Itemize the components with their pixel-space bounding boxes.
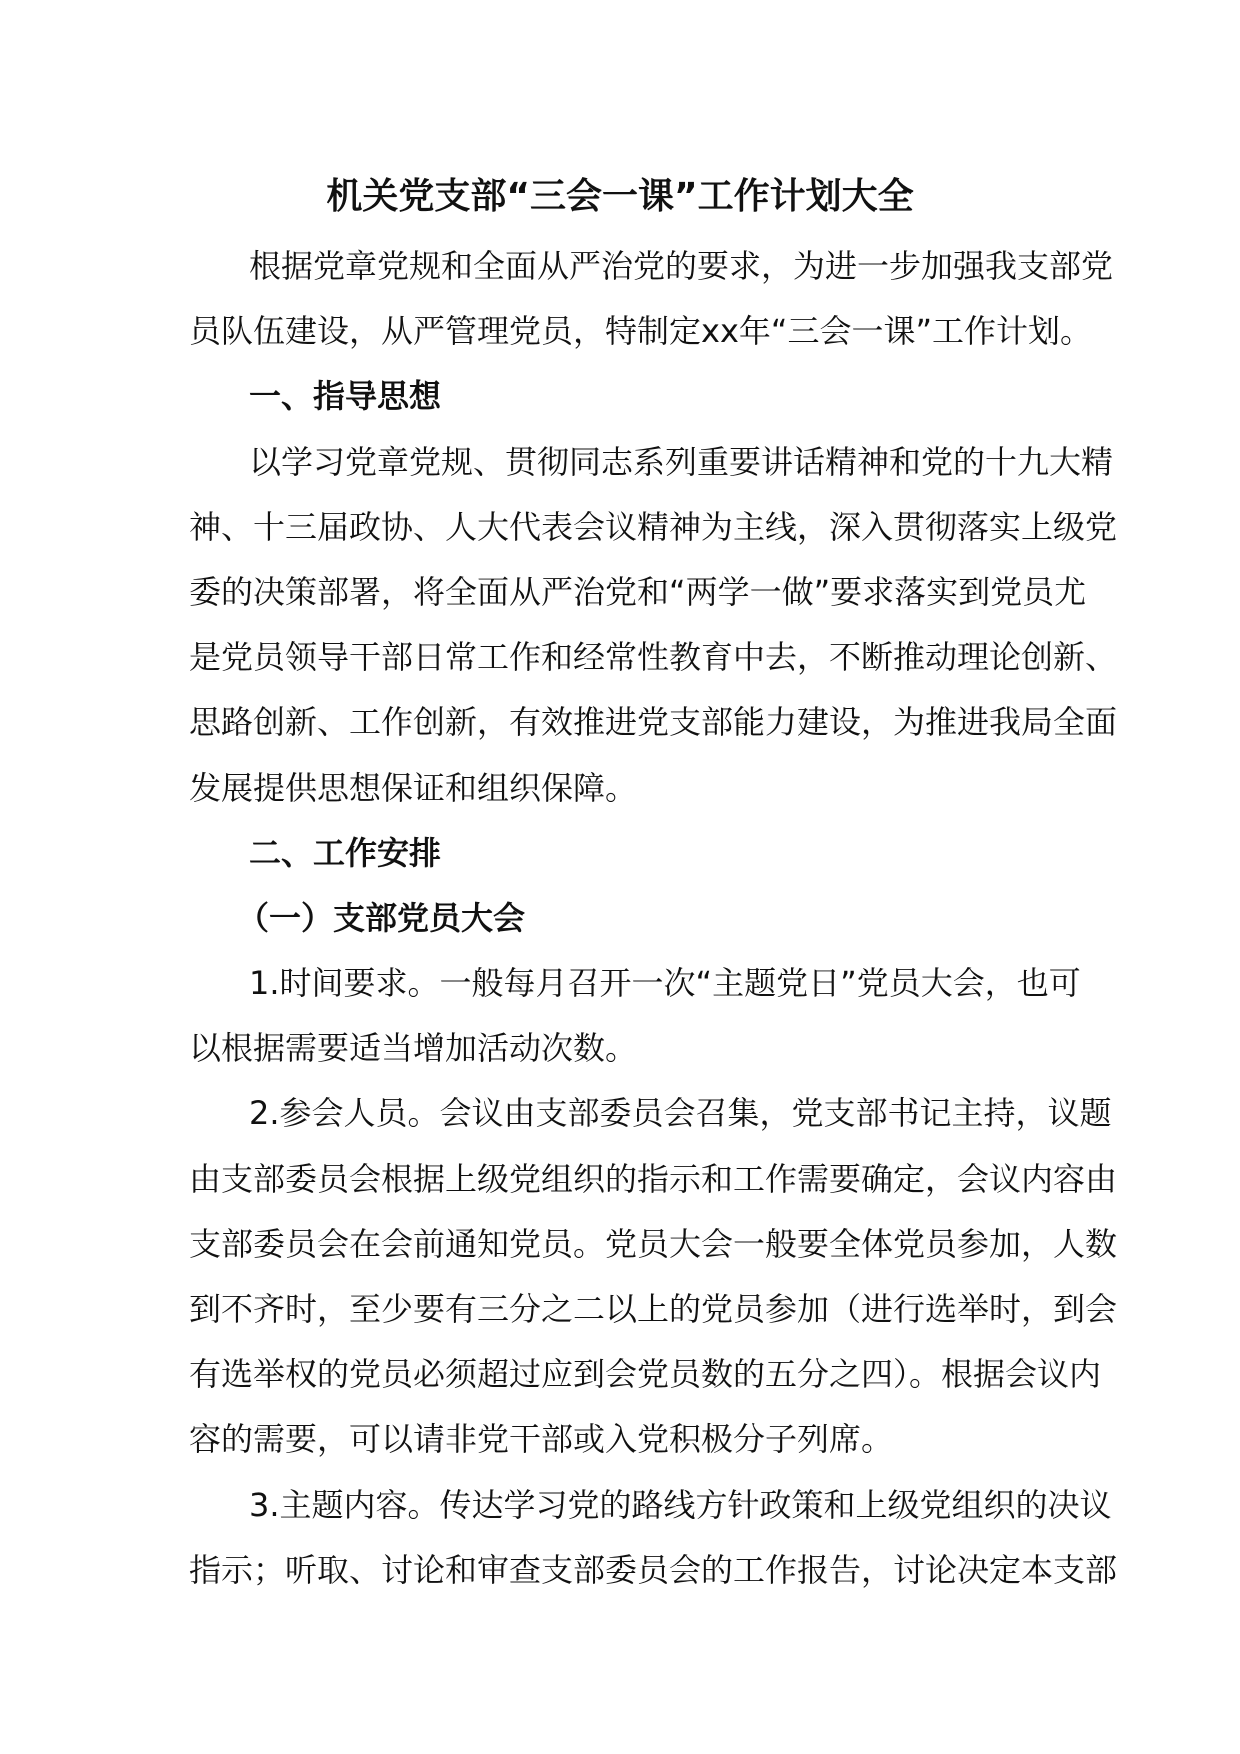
document-body <box>189 240 1118 1609</box>
paragraph-line: 以根据需要适当增加活动次数。 <box>189 1029 638 1068</box>
paragraph-line: 思路创新、工作创新，有效推进党支部能力建设，为推进我局全面 <box>189 703 1118 742</box>
paragraph-line: 是党员领导干部日常工作和经常性教育中去，不断推动理论创新、 <box>189 638 1118 677</box>
section-heading: （一）支部党员大会 <box>237 898 526 937</box>
document-title: 机关党支部“三会一课”工作计划大全 <box>326 176 914 217</box>
paragraph-line: 支部委员会在会前通知党员。党员大会一般要全体党员参加，人数 <box>189 1224 1118 1263</box>
paragraph-line: 1.时间要求。一般每月召开一次“主题党日”党员大会，也可 <box>249 964 1081 1003</box>
paragraph-line: 员队伍建设，从严管理党员，特制定xx年“三会一课”工作计划。 <box>189 312 1093 351</box>
paragraph-line: 指示；听取、讨论和审查支部委员会的工作报告，讨论决定本支部 <box>189 1550 1118 1589</box>
paragraph-line: 有选举权的党员必须超过应到会党员数的五分之四）。根据会议内 <box>189 1355 1102 1394</box>
paragraph-line: 2.参会人员。会议由支部委员会召集，党支部书记主持，议题 <box>249 1094 1112 1133</box>
paragraph-line: 3.主题内容。传达学习党的路线方针政策和上级党组织的决议 <box>249 1485 1112 1524</box>
section-heading: 一、指导思想 <box>249 377 442 416</box>
paragraph-line: 根据党章党规和全面从严治党的要求，为进一步加强我支部党 <box>249 247 1114 285</box>
paragraph-line: 委的决策部署，将全面从严治党和“两学一做”要求落实到党员尤 <box>189 572 1087 611</box>
paragraph-line: 容的需要，可以请非党干部或入党积极分子列席。 <box>189 1420 894 1459</box>
paragraph-line: 发展提供思想保证和组织保障。 <box>189 768 638 807</box>
paragraph-line: 以学习党章党规、贯彻同志系列重要讲话精神和党的十九大精 <box>249 442 1114 481</box>
paragraph-line: 到不齐时，至少要有三分之二以上的党员参加（进行选举时，到会 <box>189 1290 1118 1328</box>
paragraph-line: 神、十三届政协、人大代表会议精神为主线，深入贯彻落实上级党 <box>189 507 1118 546</box>
paragraph-line: 由支部委员会根据上级党组织的指示和工作需要确定，会议内容由 <box>189 1159 1118 1198</box>
section-heading: 二、工作安排 <box>249 833 442 872</box>
